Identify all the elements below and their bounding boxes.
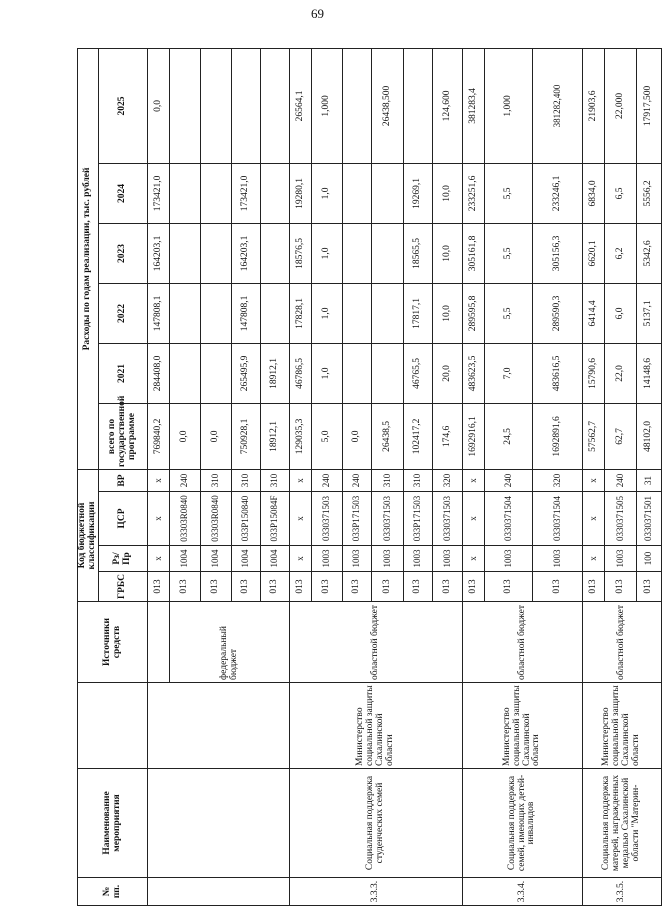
budget-table [77, 48, 662, 906]
header-budget-code: Код бюджетной классификации [78, 469, 99, 601]
y2025-cell: 26564,1 [290, 48, 312, 163]
rzpr-cell: 1003 [533, 546, 583, 572]
y2024-cell: 233251,6 [463, 163, 485, 223]
grbs-cell: 013 [170, 572, 201, 602]
y2025-cell [170, 48, 201, 163]
y2023-cell: 10,0 [433, 223, 463, 283]
y2023-cell: 5342,6 [637, 223, 662, 283]
num-cell: 3.3.3. [290, 878, 463, 906]
y2022-cell: 6,0 [605, 283, 637, 343]
total-cell: 62,7 [605, 403, 637, 469]
csr-cell: 033P15084F [261, 492, 290, 546]
grbs-cell: 013 [261, 572, 290, 602]
y2021-cell: 483623,5 [463, 343, 485, 403]
y2024-cell: 19280,1 [290, 163, 312, 223]
y2024-cell: 173421,0 [148, 163, 170, 223]
y2022-cell: 147808,1 [232, 283, 261, 343]
y2021-cell: 22,0 [605, 343, 637, 403]
y2022-cell [261, 283, 290, 343]
source-cell: областной бюджет [583, 602, 662, 683]
rzpr-cell: 1004 [201, 546, 232, 572]
y2023-cell: 305161,8 [463, 223, 485, 283]
name-cell: Социальная поддержка семей, имеющих детей-инвалидов [463, 769, 583, 878]
y2024-cell: 5556,2 [637, 163, 662, 223]
y2023-cell [170, 223, 201, 283]
header-2022: 2022 [99, 283, 148, 343]
rzpr-cell: 1004 [170, 546, 201, 572]
total-cell: 750928,1 [232, 403, 261, 469]
executor-cell: Министерство социальной защиты Сахалинской области [463, 683, 583, 769]
table-row [583, 48, 605, 905]
y2025-cell: 22,000 [605, 48, 637, 163]
y2022-cell: 17828,1 [290, 283, 312, 343]
header-csr: ЦСР [99, 492, 148, 546]
csr-cell: 0330371503 [433, 492, 463, 546]
total-cell: 0,0 [170, 403, 201, 469]
y2021-cell: 46786,5 [290, 343, 312, 403]
source-cell: областной бюджет [463, 602, 583, 683]
vr-cell: x [290, 469, 312, 491]
grbs-cell: 013 [148, 572, 170, 602]
y2021-cell: 265495,9 [232, 343, 261, 403]
y2021-cell: 15790,6 [583, 343, 605, 403]
y2024-cell: 10,0 [433, 163, 463, 223]
source-cell: федеральный бюджет [170, 602, 290, 683]
csr-cell: 03303R0840 [201, 492, 232, 546]
y2023-cell [261, 223, 290, 283]
y2024-cell: 6834,0 [583, 163, 605, 223]
rzpr-cell: x [290, 546, 312, 572]
csr-cell: 0330371505 [605, 492, 637, 546]
y2024-cell [343, 163, 372, 223]
y2021-cell: 14148,6 [637, 343, 662, 403]
total-cell: 769840,2 [148, 403, 170, 469]
header-2021: 2021 [99, 343, 148, 403]
csr-cell: 0330371504 [533, 492, 583, 546]
csr-cell: x [290, 492, 312, 546]
y2023-cell: 6,2 [605, 223, 637, 283]
y2022-cell [372, 283, 404, 343]
grbs-cell: 013 [232, 572, 261, 602]
y2021-cell [201, 343, 232, 403]
header-vr: ВР [99, 469, 148, 491]
y2022-cell: 10,0 [433, 283, 463, 343]
y2021-cell [343, 343, 372, 403]
y2024-cell: 173421,0 [232, 163, 261, 223]
csr-cell: 033P150840 [232, 492, 261, 546]
rzpr-cell: 1003 [312, 546, 343, 572]
grbs-cell: 013 [533, 572, 583, 602]
y2021-cell: 483616,5 [533, 343, 583, 403]
vr-cell: 240 [343, 469, 372, 491]
y2021-cell: 284408,0 [148, 343, 170, 403]
total-cell: 102417,2 [404, 403, 433, 469]
csr-cell: 033P171503 [343, 492, 372, 546]
grbs-cell: 013 [605, 572, 637, 602]
page-number: 69 [311, 6, 324, 21]
executor-cell: Министерство социальной защиты Сахалинской области [583, 683, 662, 769]
y2024-cell [261, 163, 290, 223]
y2023-cell: 18565,5 [404, 223, 433, 283]
y2023-cell [372, 223, 404, 283]
y2025-cell: 1,000 [485, 48, 533, 163]
y2021-cell: 7,0 [485, 343, 533, 403]
header-grbs: ГРБС [99, 572, 148, 602]
total-cell: 18912,1 [261, 403, 290, 469]
header-total: всего по государственной программе [99, 403, 148, 469]
name-cell: Социальная поддержка матерей, награжденных медалью Сахалинской области "Материн- [583, 769, 662, 878]
y2022-cell: 5,5 [485, 283, 533, 343]
header-rzpr: Рз/Пр [99, 546, 148, 572]
vr-cell: 310 [201, 469, 232, 491]
header-executor [78, 683, 148, 769]
rzpr-cell: 100 [637, 546, 662, 572]
header-2023: 2023 [99, 223, 148, 283]
y2021-cell: 1,0 [312, 343, 343, 403]
num-cell: 3.3.4. [463, 878, 583, 906]
grbs-cell: 013 [637, 572, 662, 602]
header-name: Наименование мероприятия [78, 769, 148, 878]
source-cell: областной бюджет [290, 602, 463, 683]
total-cell: 26438,5 [372, 403, 404, 469]
y2022-cell [201, 283, 232, 343]
vr-cell: 310 [372, 469, 404, 491]
rzpr-cell: 1003 [404, 546, 433, 572]
vr-cell: 320 [433, 469, 463, 491]
csr-cell: x [583, 492, 605, 546]
y2023-cell [343, 223, 372, 283]
rzpr-cell: 1003 [433, 546, 463, 572]
rzpr-cell: 1003 [343, 546, 372, 572]
vr-cell: 310 [232, 469, 261, 491]
y2025-cell: 381283,4 [463, 48, 485, 163]
csr-cell: 033P171503 [404, 492, 433, 546]
num-cell [148, 878, 290, 906]
y2022-cell: 147808,1 [148, 283, 170, 343]
total-cell: 24,5 [485, 403, 533, 469]
total-cell: 57562,7 [583, 403, 605, 469]
rzpr-cell: 1004 [232, 546, 261, 572]
rzpr-cell: 1003 [605, 546, 637, 572]
grbs-cell: 013 [485, 572, 533, 602]
header-num: № пп. [78, 878, 148, 906]
y2021-cell [372, 343, 404, 403]
y2023-cell [201, 223, 232, 283]
grbs-cell: 013 [583, 572, 605, 602]
table-row [148, 48, 170, 905]
y2022-cell [170, 283, 201, 343]
csr-cell: 0330371501 [637, 492, 662, 546]
grbs-cell: 013 [343, 572, 372, 602]
y2024-cell: 233246,1 [533, 163, 583, 223]
header-expenses: Расходы по годам реализации, тыс. рублей [78, 48, 99, 469]
y2025-cell: 381282,400 [533, 48, 583, 163]
y2022-cell [343, 283, 372, 343]
y2024-cell [372, 163, 404, 223]
table-row [290, 48, 312, 905]
y2025-cell: 0,0 [148, 48, 170, 163]
vr-cell: 240 [312, 469, 343, 491]
y2023-cell: 18576,5 [290, 223, 312, 283]
y2022-cell: 5137,1 [637, 283, 662, 343]
vr-cell: 240 [605, 469, 637, 491]
y2025-cell: 26438,500 [372, 48, 404, 163]
csr-cell: 0330371503 [312, 492, 343, 546]
csr-cell: 0330371503 [372, 492, 404, 546]
header-2025: 2025 [99, 48, 148, 163]
y2021-cell: 20,0 [433, 343, 463, 403]
grbs-cell: 013 [290, 572, 312, 602]
rzpr-cell: x [463, 546, 485, 572]
y2025-cell [232, 48, 261, 163]
vr-cell: 310 [404, 469, 433, 491]
rzpr-cell: 1004 [261, 546, 290, 572]
csr-cell: x [148, 492, 170, 546]
vr-cell: 31 [637, 469, 662, 491]
y2023-cell: 164203,1 [232, 223, 261, 283]
total-cell: 1692891,6 [533, 403, 583, 469]
y2025-cell [201, 48, 232, 163]
vr-cell: x [148, 469, 170, 491]
y2025-cell: 21903,6 [583, 48, 605, 163]
vr-cell: 240 [485, 469, 533, 491]
y2025-cell [343, 48, 372, 163]
y2022-cell: 6414,4 [583, 283, 605, 343]
y2025-cell: 124,600 [433, 48, 463, 163]
y2022-cell: 289590,3 [533, 283, 583, 343]
y2025-cell: 17917,500 [637, 48, 662, 163]
table-row [463, 48, 485, 905]
total-cell: 48102,0 [637, 403, 662, 469]
vr-cell: 240 [170, 469, 201, 491]
rzpr-cell: 1003 [485, 546, 533, 572]
total-cell: 129035,3 [290, 403, 312, 469]
source-cell [148, 602, 170, 683]
rzpr-cell: 1003 [372, 546, 404, 572]
y2025-cell: 1,000 [312, 48, 343, 163]
y2021-cell: 46765,5 [404, 343, 433, 403]
grbs-cell: 013 [463, 572, 485, 602]
y2021-cell [170, 343, 201, 403]
num-cell: 3.3.5. [583, 878, 662, 906]
y2025-cell [404, 48, 433, 163]
y2022-cell: 289595,8 [463, 283, 485, 343]
total-cell: 174,6 [433, 403, 463, 469]
grbs-cell: 013 [372, 572, 404, 602]
rzpr-cell: x [583, 546, 605, 572]
name-cell: Социальная поддержка студенческих семей [290, 769, 463, 878]
y2024-cell: 6,5 [605, 163, 637, 223]
y2024-cell [170, 163, 201, 223]
csr-cell: 03303R0840 [170, 492, 201, 546]
y2021-cell: 18912,1 [261, 343, 290, 403]
y2024-cell [201, 163, 232, 223]
vr-cell: x [463, 469, 485, 491]
grbs-cell: 013 [201, 572, 232, 602]
grbs-cell: 013 [404, 572, 433, 602]
y2023-cell: 1,0 [312, 223, 343, 283]
y2024-cell: 5,5 [485, 163, 533, 223]
y2024-cell: 19269,1 [404, 163, 433, 223]
grbs-cell: 013 [312, 572, 343, 602]
y2025-cell [261, 48, 290, 163]
csr-cell: 0330371504 [485, 492, 533, 546]
rzpr-cell: x [148, 546, 170, 572]
y2023-cell: 164203,1 [148, 223, 170, 283]
csr-cell: x [463, 492, 485, 546]
vr-cell: 320 [533, 469, 583, 491]
grbs-cell: 013 [433, 572, 463, 602]
vr-cell: 310 [261, 469, 290, 491]
y2022-cell: 1,0 [312, 283, 343, 343]
y2024-cell: 1,0 [312, 163, 343, 223]
y2023-cell: 6620,1 [583, 223, 605, 283]
total-cell: 1692916,1 [463, 403, 485, 469]
vr-cell: x [583, 469, 605, 491]
executor-cell [148, 683, 290, 769]
name-cell [148, 769, 290, 878]
y2022-cell: 17817,1 [404, 283, 433, 343]
header-2024: 2024 [99, 163, 148, 223]
header-source: Источники средств [78, 602, 148, 683]
total-cell: 0,0 [201, 403, 232, 469]
y2023-cell: 5,5 [485, 223, 533, 283]
y2023-cell: 305156,3 [533, 223, 583, 283]
rotated-table-container [77, 49, 654, 906]
total-cell: 5,0 [312, 403, 343, 469]
executor-cell: Министерство социальной защиты Сахалинской области [290, 683, 463, 769]
total-cell: 0,0 [343, 403, 372, 469]
